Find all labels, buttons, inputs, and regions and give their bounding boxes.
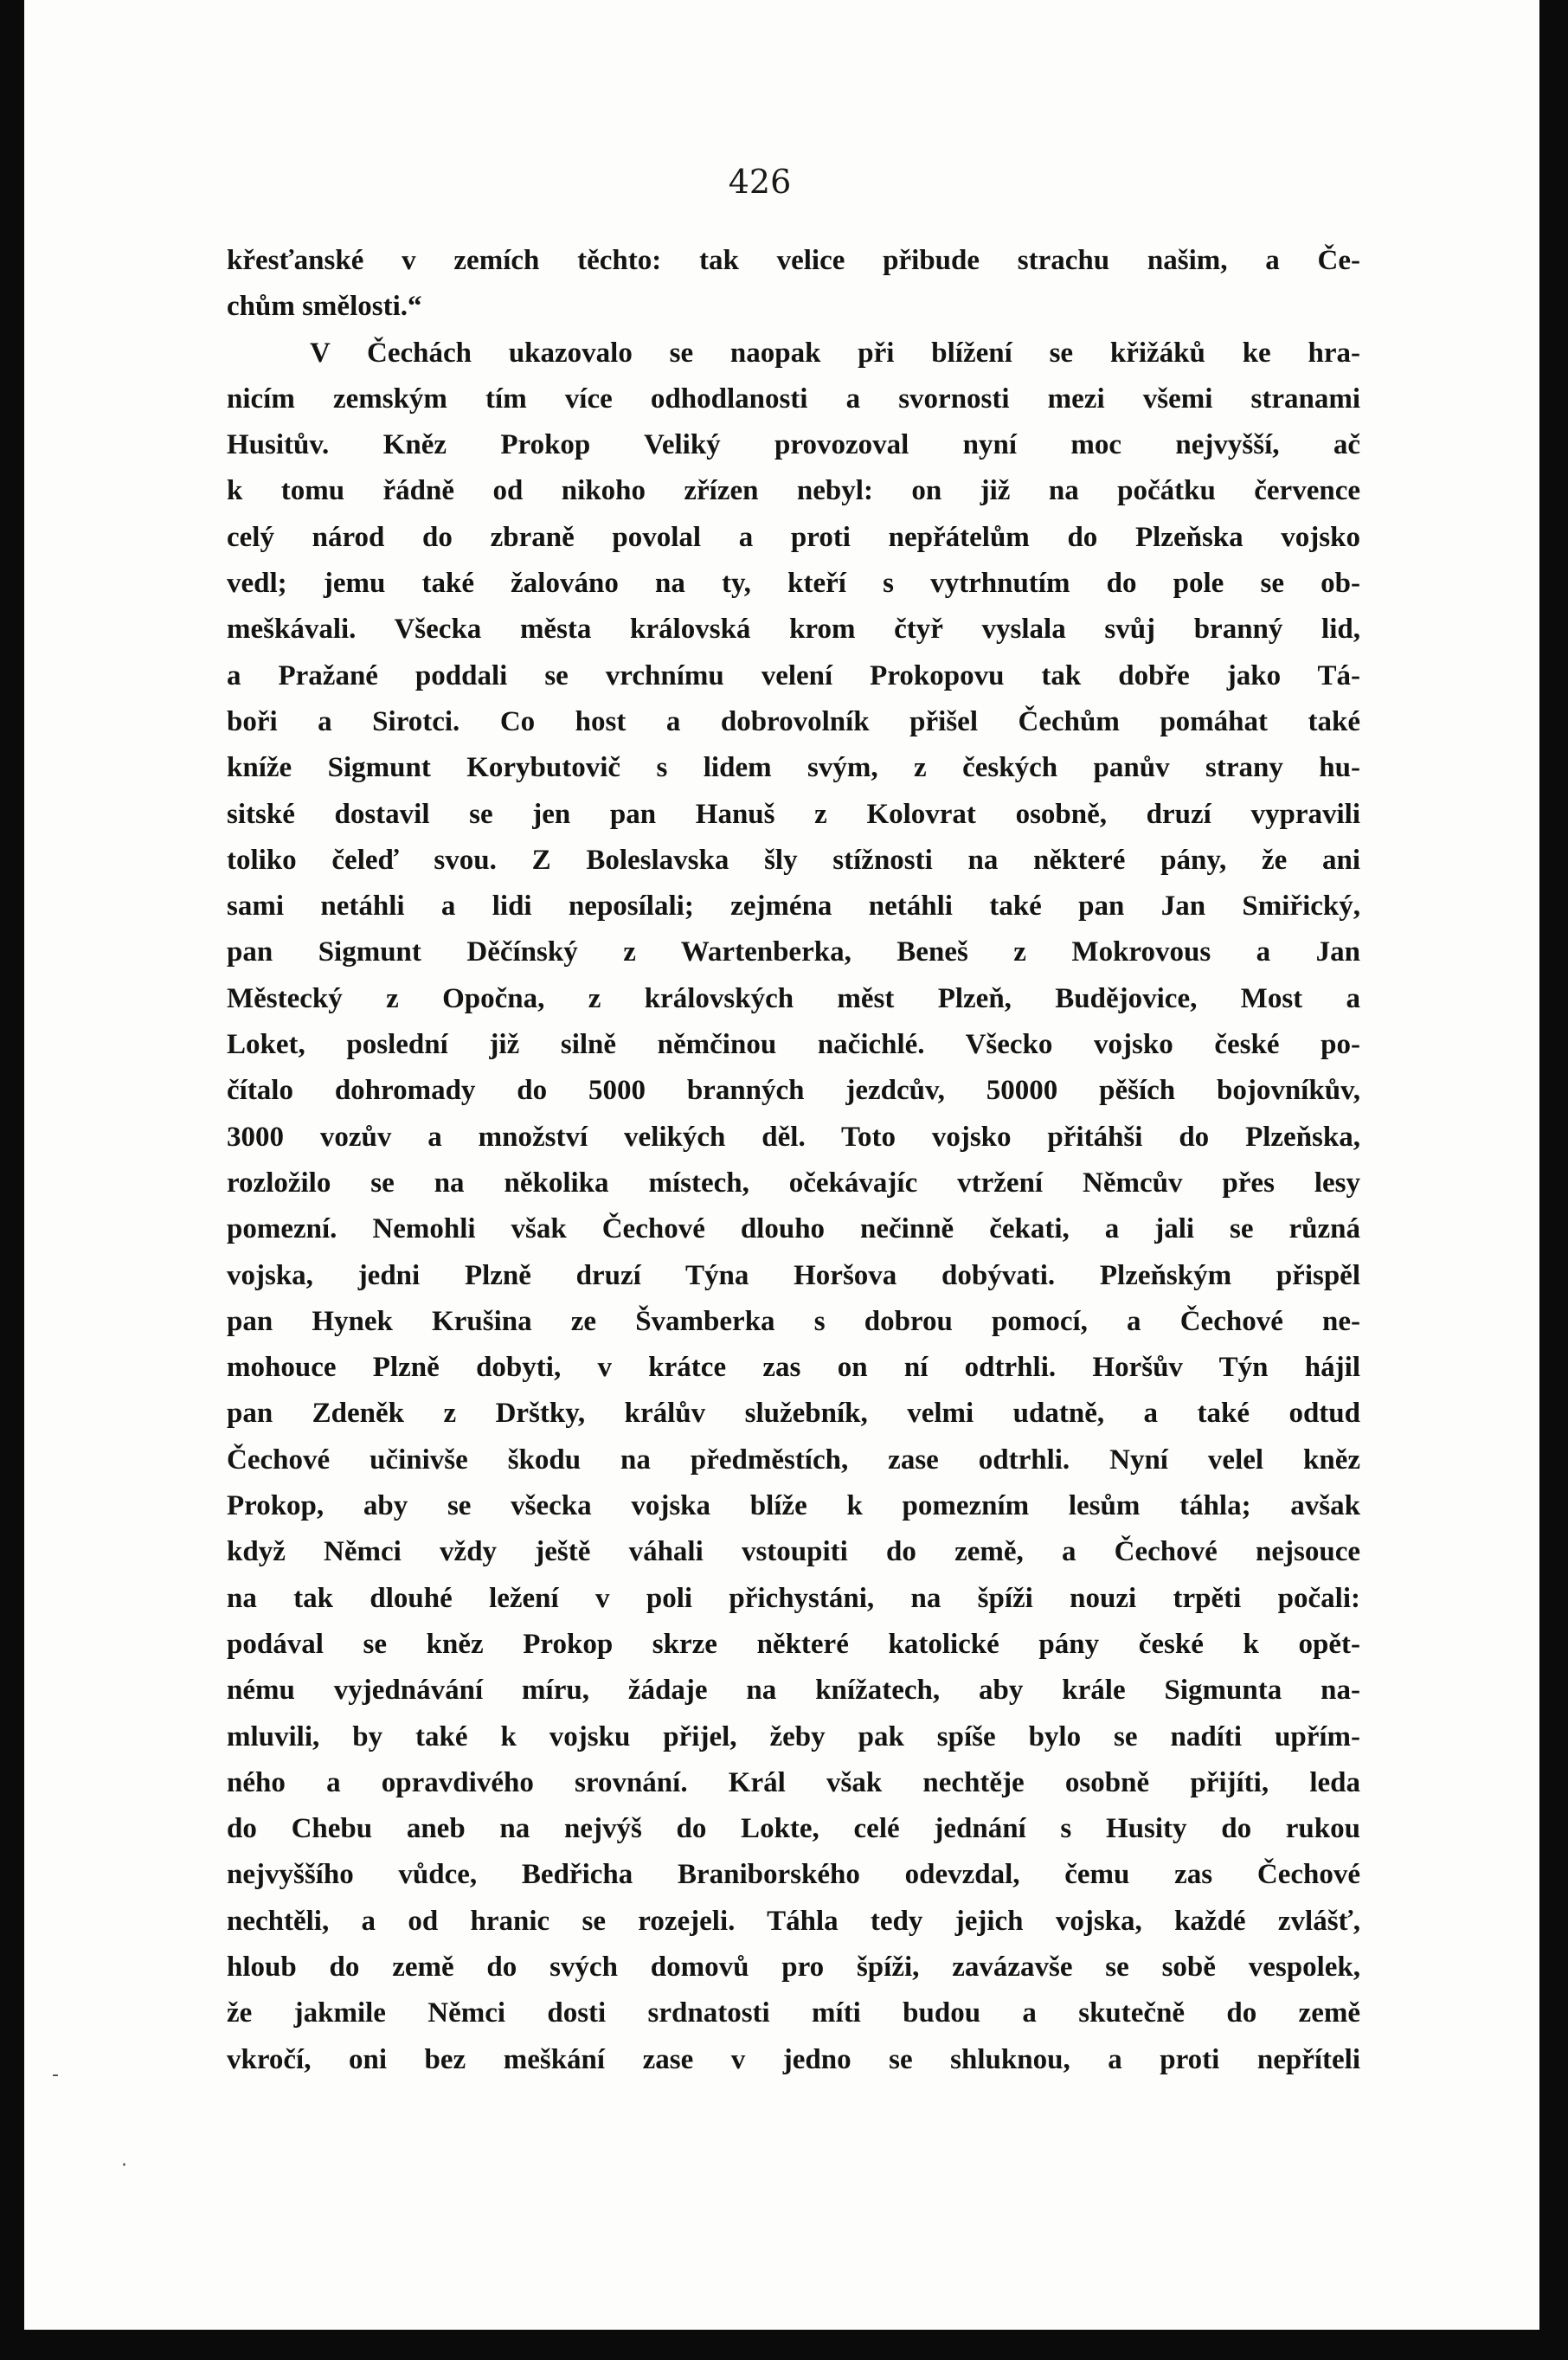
text-line: nému vyjednávání míru, žádaje na knížatech, aby krále Sigmunta na- [227, 1675, 1360, 1707]
text-line: Čechové učinivše škodu na předměstích, zase odtrhli. Nyní velel kněz [227, 1444, 1360, 1476]
text-line: rozložilo se na několika místech, očekávajíc vtržení Němcův přes lesy [227, 1167, 1360, 1199]
body-text [227, 238, 1360, 2083]
text-line: chům smělosti.“ [227, 291, 422, 323]
text-line: sitské dostavil se jen pan Hanuš z Kolovrat osobně, druzí vypravili [227, 798, 1360, 830]
text-line: boři a Sirotci. Co host a dobrovolník přišel Čechům pomáhat také [227, 705, 1360, 737]
scan-speck-mark: · [121, 2155, 127, 2177]
text-line: křesťanské v zemích těchto: tak velice přibude strachu našim, a Če- [227, 245, 1360, 276]
text-line: vedl; jemu také žalováno na ty, kteří s vytrhnutím do pole se ob- [227, 568, 1360, 600]
text-line: podával se kněz Prokop skrze některé katolické pány české k opět- [227, 1628, 1360, 1660]
text-line: na tak dlouhé ležení v poli přichystáni, na špíži nouzi trpěti počali: [227, 1582, 1360, 1614]
text-line: mluvili, by také k vojsku přijel, žeby pak spíše bylo se nadíti upřím- [227, 1720, 1360, 1752]
text-line: 3000 vozův a množství velikých děl. Toto vojsko přitáhši do Plzeňska, [227, 1121, 1360, 1153]
text-line: když Němci vždy ještě váhali vstoupiti do země, a Čechové nejsouce [227, 1536, 1360, 1568]
text-line: čítalo dohromady do 5000 branných jezdcův, 50000 pěších bojovníkův, [227, 1075, 1360, 1107]
paragraph-first-line: V Čechách ukazovalo se naopak při blížení se křižáků ke hra- [310, 337, 1360, 369]
text-line: hloub do země do svých domovů pro špíži, zavázavše se sobě vespolek, [227, 1951, 1360, 1983]
text-line: pan Hynek Krušina ze Švamberka s dobrou pomocí, a Čechové ne- [227, 1305, 1360, 1337]
text-line: pan Sigmunt Děčínský z Wartenberka, Beneš z Mokrovous a Jan [227, 936, 1360, 968]
text-line: Loket, poslední již silně němčinou načichlé. Všecko vojsko české po- [227, 1029, 1360, 1061]
text-line: že jakmile Němci dosti srdnatosti míti budou a skutečně do země [227, 1997, 1360, 2029]
scan-speck-mark: - [52, 2064, 59, 2086]
text-line: vojska, jedni Plzně druzí Týna Horšova dobývati. Plzeňským přispěl [227, 1259, 1360, 1291]
text-line: mohouce Plzně dobyti, v krátce zas on ní odtrhli. Horšův Týn hájil [227, 1352, 1360, 1384]
text-line: ného a opravdivého srovnání. Král však nechtěje osobně přijíti, leda [227, 1766, 1360, 1798]
page-number: 426 [728, 163, 792, 201]
text-line: pan Zdeněk z Drštky, králův služebník, velmi udatně, a také odtud [227, 1398, 1360, 1430]
text-line: toliko čeleď svou. Z Boleslavska šly stížnosti na některé pány, že ani [227, 844, 1360, 876]
text-line: nechtěli, a od hranic se rozejeli. Táhla tedy jejich vojska, každé zvlášť, [227, 1905, 1360, 1937]
text-line: pomezní. Nemohli však Čechové dlouho nečinně čekati, a jali se různá [227, 1213, 1360, 1245]
text-line: Městecký z Opočna, z královských měst Plzeň, Budějovice, Most a [227, 982, 1360, 1014]
text-line: vkročí, oni bez meškání zase v jedno se shluknou, a proti nepříteli [227, 2043, 1360, 2075]
text-line: meškávali. Všecka města královská krom čtyř vyslala svůj branný lid, [227, 614, 1360, 646]
text-line: a Pražané poddali se vrchnímu velení Prokopovu tak dobře jako Tá- [227, 659, 1360, 691]
text-line: do Chebu aneb na nejvýš do Lokte, celé jednání s Husity do rukou [227, 1813, 1360, 1845]
text-line: Husitův. Kněz Prokop Veliký provozoval nyní moc nejvyšší, ač [227, 429, 1360, 461]
text-line: Prokop, aby se všecka vojska blíže k pomezním lesům táhla; avšak [227, 1490, 1360, 1522]
text-line: sami netáhli a lidi neposílali; zejména netáhli také pan Jan Smiřický, [227, 891, 1360, 923]
text-line: nicím zemským tím více odhodlanosti a svornosti mezi všemi stranami [227, 383, 1360, 415]
text-line: nejvyššího vůdce, Bedřicha Braniborského odevzdal, čemu zas Čechové [227, 1859, 1360, 1891]
text-line: kníže Sigmunt Korybutovič s lidem svým, z českých panův strany hu- [227, 752, 1360, 784]
text-line: k tomu řádně od nikoho zřízen nebyl: on již na počátku července [227, 475, 1360, 507]
text-line: celý národ do zbraně povolal a proti nepřátelům do Plzeňska vojsko [227, 521, 1360, 553]
